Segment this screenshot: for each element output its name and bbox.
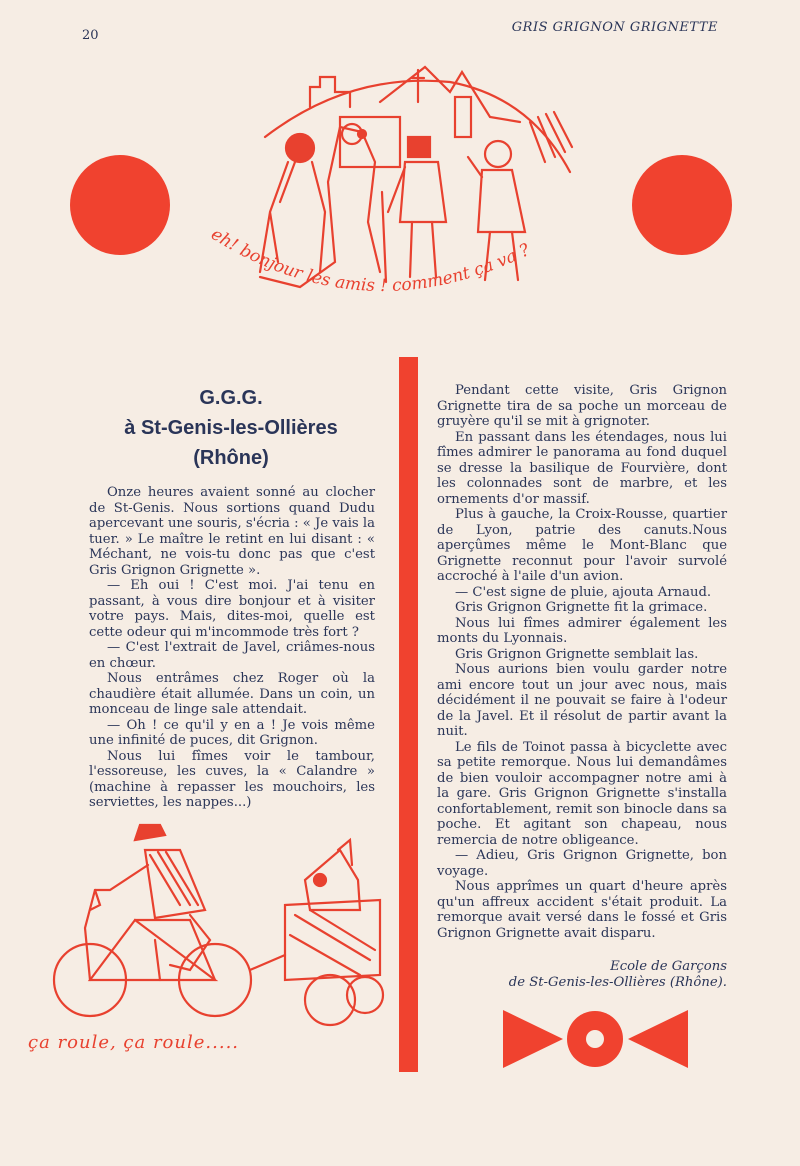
signature [437,959,727,990]
title-line: G.G.G. [199,387,263,409]
paragraph: Gris Grignon Grignette fit la grimace. [455,600,708,615]
page-number: 20 [82,28,99,43]
paragraph: Pendant cette visite, Gris Grignon Grignette tira de sa poche un morceau de gruyère qu'il se mit à grignoter. [437,383,727,429]
right-column [437,383,727,990]
title-line: (Rhône) [193,447,269,469]
paragraph: En passant dans les étendages, nous lui fîmes admirer le panorama au fond duquel se dresse la basilique de Fourvière, dont les colonnades sont de marbre, et les ornements d'or massif. [437,429,727,507]
signature-line: Ecole de Garçons [610,959,727,974]
bottom-caption: ça roule, ça roule..... [28,1032,240,1053]
paragraph: Le fils de Toinot passa à bicyclette avec sa petite remorque. Nous lui demandâmes de bien vouloir accompagner notre ami à la gare. Gris Grignon Grignette s'installa confortablement, remit son binocle dans sa poche. Et agitant son chapeau, nous remercia de notre obligeance. [437,739,727,848]
red-disc-left [70,155,170,255]
paragraph: — C'est signe de pluie, ajouta Arnaud. [455,584,712,600]
paragraph: Plus à gauche, la Croix-Rousse, quartier de Lyon, patrie des canuts.Nous aperçûmes même le Mont-Blanc que Grignette reconnut pour l'avoir survolé accroché à l'aile d'un avion. [437,507,727,584]
running-title: GRIS GRIGNON GRIGNETTE [511,20,718,35]
paragraph: — Eh oui ! C'est moi. J'ai tenu en passant, à vous dire bonjour et à visiter votre pays. Mais, dites-moi, quelle est cette odeur qui m'incommode très fort ? [89,578,375,640]
paragraph: Nous aurions bien voulu garder notre ami encore tout un jour avec nous, mais décidément il ne pouvait se faire à l'odeur de la Javel. Et il résolut de partir avant la nuit. [437,662,727,739]
paragraph: — Adieu, Gris Grignon Grignette, bon voyage. [437,848,727,879]
paragraph: Gris Grignon Grignette semblait las. [455,646,699,662]
paragraph: Nous lui fîmes voir le tambour, l'essoreuse, les cuves, la « Calandre » (machine à repasser les mouchoirs, les serviettes, les nappes...) [89,748,375,810]
top-illustration [200,62,600,342]
center-divider [399,357,418,1072]
red-disc-right [632,155,732,255]
bicycle-illustration [40,810,390,1035]
article-title [92,383,370,473]
paragraph: Nous apprîmes un quart d'heure après qu'un affreux accident s'était produit. La remorque avait versé dans le fossé et Gris Grignon Grignette avait disparu. [437,879,727,941]
title-line: à St-Genis-les-Ollières [124,417,338,439]
left-column [89,485,375,811]
signature-line: de St-Genis-les-Ollières (Rhône). [508,974,727,990]
paragraph: Nous entrâmes chez Roger où la chaudière était allumée. Dans un coin, un monceau de linge sale attendait. [89,671,375,717]
paragraph: — C'est l'extrait de Javel, criâmes-nous en chœur. [89,640,375,671]
paragraph: Onze heures avaient sonné au clocher de St-Genis. Nous sortions quand Dudu apercevant une souris, s'écria : « Je vais la tuer. » Le maître le retint en lui disant : « Méchant, ne vois-tu donc pas que c'est Gris Grignon Grignette ». [89,485,375,578]
paragraph: Nous lui fîmes admirer également les monts du Lyonnais. [437,615,727,646]
paragraph: — Oh ! ce qu'il y en a ! Je vois même une infinité de puces, dit Grignon. [89,717,375,748]
greeting-caption: eh! bonjour les amis ! comment ça va ? [207,224,534,296]
bowtie-ornament [503,1008,688,1070]
